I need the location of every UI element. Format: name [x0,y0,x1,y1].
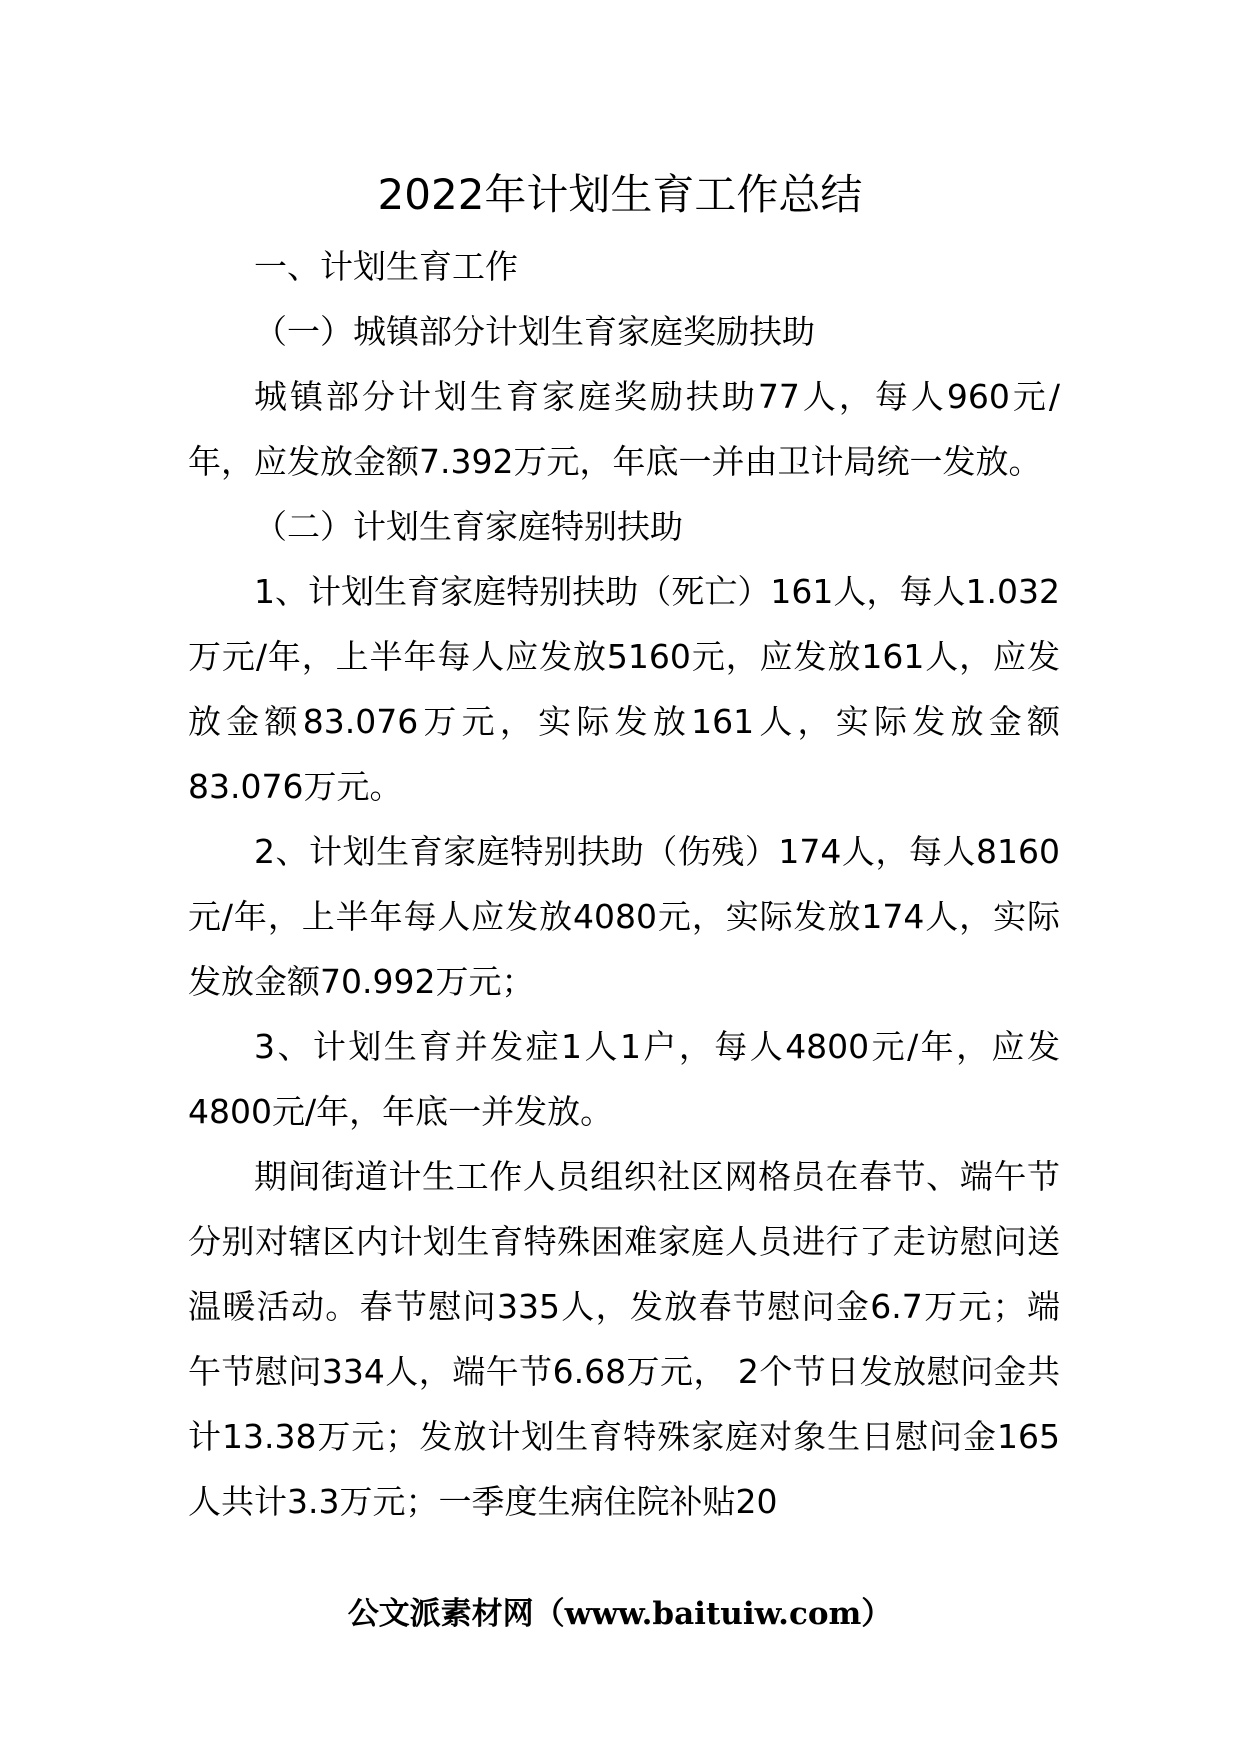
document-body [188,234,1060,1534]
body-paragraph: 2、计划生育家庭特别扶助（伤残）174人，每人8160元/年，上半年每人应发放4080元，实际发放174人，实际发放金额70.992万元； [188,832,1060,1001]
body-paragraph: 1、计划生育家庭特别扶助（死亡）161人，每人1.032万元/年，上半年每人应发放5160元，应发放161人，应发放金额83.076万元，实际发放161人，实际发放金额83.076万元。 [188,572,1060,806]
section-heading: 一、计划生育工作 [254,247,518,286]
subsection-heading: （二）计划生育家庭特别扶助 [254,507,683,546]
footer-watermark: 公文派素材网（www.baituiw.com） [347,1596,893,1632]
body-paragraph: 3、计划生育并发症1人1户，每人4800元/年，应发4800元/年，年底一并发放。 [188,1027,1060,1131]
document-title: 2022年计划生育工作总结 [377,170,863,219]
body-paragraph: 期间街道计生工作人员组织社区网格员在春节、端午节分别对辖区内计划生育特殊困难家庭人员进行了走访慰问送温暖活动。春节慰问335人，发放春节慰问金6.7万元；端午节慰问334人，端午节6.68万元， 2个节日发放慰问金共计13.38万元；发放计划生育特殊家庭对象生日慰问金165人共计3.3万元；一季度生病住院补贴20 [188,1157,1060,1521]
body-paragraph: 城镇部分计划生育家庭奖励扶助77人，每人960元/年，应发放金额7.392万元，年底一并由卫计局统一发放。 [188,377,1060,481]
subsection-heading: （一）城镇部分计划生育家庭奖励扶助 [254,312,815,351]
